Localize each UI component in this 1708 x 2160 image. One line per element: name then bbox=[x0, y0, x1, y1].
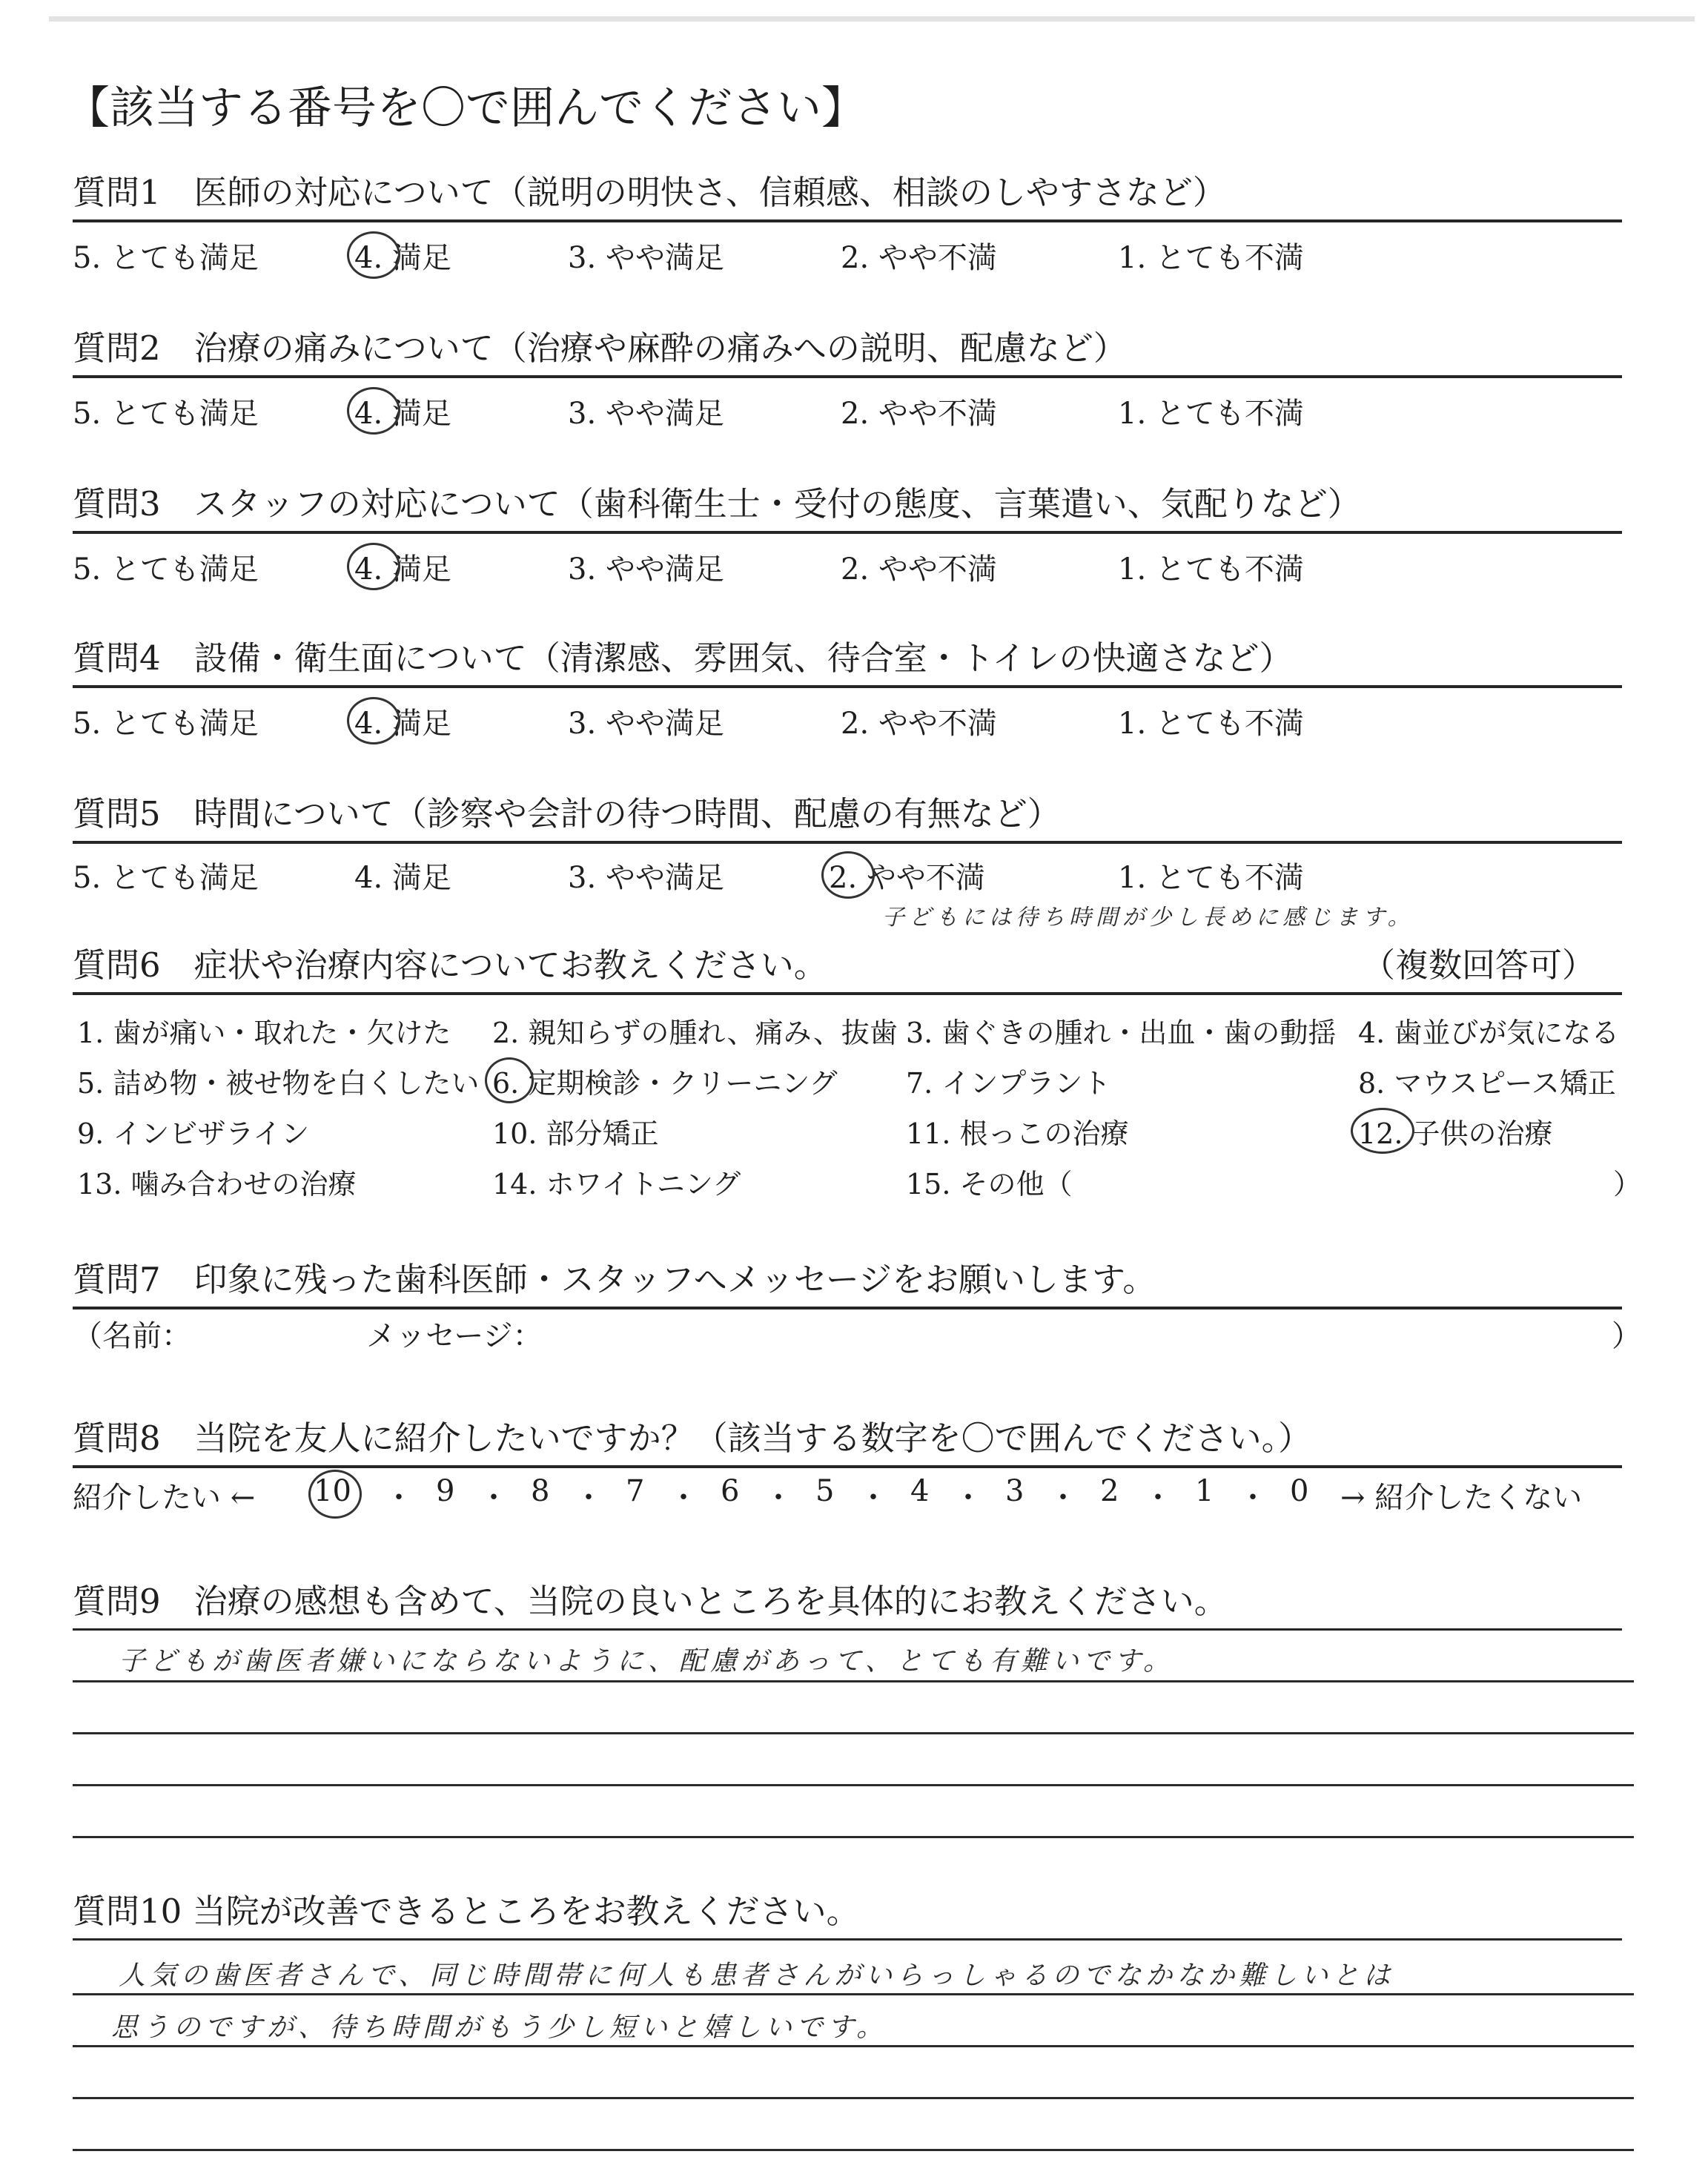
selection-circle bbox=[308, 1470, 362, 1519]
option-11[interactable]: 11. 根っこの治療 bbox=[906, 1117, 1129, 1150]
question-5-options bbox=[73, 854, 1629, 895]
scale-7[interactable]: 7 bbox=[626, 1474, 645, 1508]
selection-circle bbox=[347, 231, 400, 279]
question-1-options bbox=[73, 234, 1629, 275]
question-9-title: 質問9 治療の感想も含めて、当院の良いところを具体的にお教えください。 bbox=[73, 1582, 1228, 1621]
scale-dot: ・ bbox=[384, 1481, 414, 1515]
scale-4[interactable]: 4 bbox=[910, 1474, 930, 1508]
selection-circle bbox=[347, 387, 400, 435]
question-3-options bbox=[73, 546, 1629, 587]
question-9-answer[interactable]: 子どもが歯医者嫌いにならないように、配慮があって、とても有難いです。 bbox=[119, 1646, 1175, 1677]
option-3[interactable]: 3. やや満足 bbox=[568, 241, 724, 275]
scale-0[interactable]: 0 bbox=[1290, 1474, 1309, 1508]
option-2[interactable]: 2. やや不満 bbox=[829, 861, 985, 895]
question-10-answer-line-2[interactable]: 思うのですが、待ち時間がもう少し短いと嬉しいです。 bbox=[111, 2012, 888, 2043]
scale-dot: ・ bbox=[1048, 1481, 1078, 1515]
option-8[interactable]: 8. マウスピース矯正 bbox=[1358, 1067, 1616, 1100]
other-close-paren: ） bbox=[1613, 1168, 1642, 1200]
scale-1[interactable]: 1 bbox=[1195, 1474, 1214, 1508]
option-15[interactable]: 15. その他（ bbox=[906, 1168, 1073, 1200]
option-5[interactable]: 5. とても満足 bbox=[73, 397, 259, 431]
option-5[interactable]: 5. とても満足 bbox=[73, 241, 259, 275]
selection-circle bbox=[347, 543, 400, 590]
question-4-options bbox=[73, 700, 1629, 741]
option-1[interactable]: 1. 歯が痛い・取れた・欠けた bbox=[77, 1017, 451, 1049]
question-6-note: （複数回答可） bbox=[1361, 945, 1595, 985]
option-3[interactable]: 3. 歯ぐきの腫れ・出血・歯の動揺 bbox=[906, 1017, 1337, 1049]
question-7-fields bbox=[73, 1312, 1641, 1354]
option-4[interactable]: 4. 満足 bbox=[354, 552, 451, 587]
question-10-header bbox=[73, 1882, 1622, 1941]
option-4[interactable]: 4. 満足 bbox=[354, 241, 451, 275]
option-6[interactable]: 6. 定期検診・クリーニング bbox=[492, 1067, 838, 1100]
option-1[interactable]: 1. とても不満 bbox=[1118, 397, 1304, 431]
scale-right-label: → 紹介したくない bbox=[1340, 1481, 1583, 1515]
question-6-header bbox=[73, 936, 1622, 995]
scale-dot: ・ bbox=[764, 1481, 793, 1515]
option-12[interactable]: 12. 子供の治療 bbox=[1358, 1117, 1553, 1150]
question-1-header bbox=[73, 163, 1622, 222]
question-4-title: 質問4 設備・衛生面について（清潔感、雰囲気、待合室・トイレの快適さなど） bbox=[73, 638, 1293, 678]
message-close-paren: ） bbox=[1612, 1319, 1641, 1353]
question-2-title: 質問2 治療の痛みについて（治療や麻酔の痛みへの説明、配慮など） bbox=[73, 328, 1127, 368]
option-2[interactable]: 2. やや不満 bbox=[841, 397, 997, 431]
scale-3[interactable]: 3 bbox=[1005, 1474, 1025, 1508]
option-4[interactable]: 4. 満足 bbox=[354, 397, 451, 431]
scale-5[interactable]: 5 bbox=[815, 1474, 835, 1508]
question-5-title: 質問5 時間について（診察や会計の待つ時間、配慮の有無など） bbox=[73, 794, 1061, 833]
page-title: 【該当する番号を〇で囲んでください】 bbox=[65, 82, 866, 134]
question-7-header bbox=[73, 1250, 1622, 1309]
recommend-scale bbox=[73, 1474, 1637, 1516]
answer-line bbox=[73, 1993, 1634, 1995]
question-2-options bbox=[73, 390, 1629, 431]
option-5[interactable]: 5. 詰め物・被せ物を白くしたい bbox=[77, 1067, 480, 1100]
question-6-options bbox=[73, 1001, 1642, 1223]
scale-10[interactable]: 10 bbox=[314, 1474, 351, 1508]
scale-6[interactable]: 6 bbox=[721, 1474, 740, 1508]
scale-left-label: 紹介したい ← bbox=[73, 1481, 256, 1515]
answer-line bbox=[73, 1732, 1634, 1734]
question-5-header bbox=[73, 785, 1622, 844]
option-5[interactable]: 5. とても満足 bbox=[73, 861, 259, 895]
question-6-title: 質問6 症状や治療内容についてお教えください。 bbox=[73, 945, 827, 985]
scale-9[interactable]: 9 bbox=[436, 1474, 455, 1508]
scale-dot: ・ bbox=[953, 1481, 983, 1515]
option-2[interactable]: 2. やや不満 bbox=[841, 241, 997, 275]
option-5[interactable]: 5. とても満足 bbox=[73, 552, 259, 587]
answer-line bbox=[73, 2097, 1634, 2099]
question-8-title: 質問8 当院を友人に紹介したいですか？（該当する数字を〇で囲んでください。） bbox=[73, 1418, 1312, 1458]
question-2-header bbox=[73, 319, 1622, 378]
question-4-header bbox=[73, 629, 1622, 688]
option-2[interactable]: 2. やや不満 bbox=[841, 707, 997, 741]
selection-circle bbox=[1351, 1108, 1414, 1154]
question-7-title: 質問7 印象に残った歯科医師・スタッフへメッセージをお願いします。 bbox=[73, 1260, 1156, 1299]
option-4[interactable]: 4. 満足 bbox=[354, 707, 451, 741]
option-10[interactable]: 10. 部分矯正 bbox=[492, 1117, 659, 1150]
option-1[interactable]: 1. とても不満 bbox=[1118, 707, 1304, 741]
option-1[interactable]: 1. とても不満 bbox=[1118, 552, 1304, 587]
option-3[interactable]: 3. やや満足 bbox=[568, 552, 724, 587]
option-9[interactable]: 9. インビザライン bbox=[77, 1117, 310, 1150]
question-10-title: 質問10 当院が改善できるところをお教えください。 bbox=[73, 1892, 860, 1931]
name-label: （名前： bbox=[73, 1319, 191, 1353]
question-9-header bbox=[73, 1572, 1622, 1631]
question-3-header bbox=[73, 475, 1622, 534]
option-7[interactable]: 7. インプラント bbox=[906, 1067, 1111, 1100]
scan-edge-line bbox=[49, 16, 1695, 22]
option-4[interactable]: 4. 満足 bbox=[354, 861, 451, 895]
question-8-header bbox=[73, 1409, 1622, 1468]
message-label: メッセージ： bbox=[366, 1319, 543, 1353]
selection-circle bbox=[821, 851, 875, 899]
option-5[interactable]: 5. とても満足 bbox=[73, 707, 259, 741]
scale-dot: ・ bbox=[858, 1481, 888, 1515]
answer-line bbox=[73, 2149, 1634, 2151]
question-10-answer-line-1[interactable]: 人気の歯医者さんで、同じ時間帯に何人も患者さんがいらっしゃるのでなかなか難しいとは bbox=[119, 1961, 1395, 1991]
option-4[interactable]: 4. 歯並びが気になる bbox=[1358, 1017, 1620, 1049]
option-2[interactable]: 2. やや不満 bbox=[841, 552, 997, 587]
selection-circle bbox=[485, 1057, 534, 1103]
scale-dot: ・ bbox=[479, 1481, 509, 1515]
question-3-title: 質問3 スタッフの対応について（歯科衛生士・受付の態度、言葉遣い、気配りなど） bbox=[73, 484, 1361, 524]
question-1-title: 質問1 医師の対応について（説明の明快さ、信頼感、相談のしやすさなど） bbox=[73, 173, 1226, 212]
option-1[interactable]: 1. とても不満 bbox=[1118, 241, 1304, 275]
answer-line bbox=[73, 1784, 1634, 1786]
scale-dot: ・ bbox=[574, 1481, 603, 1515]
answer-line bbox=[73, 2045, 1634, 2047]
scale-dot: ・ bbox=[1238, 1481, 1268, 1515]
answer-line bbox=[73, 1836, 1634, 1838]
scale-8[interactable]: 8 bbox=[531, 1474, 550, 1508]
option-2[interactable]: 2. 親知らずの腫れ、痛み、抜歯 bbox=[492, 1017, 898, 1049]
option-1[interactable]: 1. とても不満 bbox=[1118, 861, 1304, 895]
option-3[interactable]: 3. やや満足 bbox=[568, 861, 724, 895]
answer-line bbox=[73, 1680, 1634, 1682]
selection-circle bbox=[347, 697, 400, 744]
option-14[interactable]: 14. ホワイトニング bbox=[492, 1168, 741, 1200]
handwritten-note: 子どもには待ち時間が少し長めに感じます。 bbox=[882, 905, 1414, 931]
scale-dot: ・ bbox=[1143, 1481, 1173, 1515]
option-13[interactable]: 13. 噛み合わせの治療 bbox=[77, 1168, 357, 1200]
scale-2[interactable]: 2 bbox=[1100, 1474, 1119, 1508]
option-3[interactable]: 3. やや満足 bbox=[568, 707, 724, 741]
option-3[interactable]: 3. やや満足 bbox=[568, 397, 724, 431]
scale-dot: ・ bbox=[669, 1481, 698, 1515]
